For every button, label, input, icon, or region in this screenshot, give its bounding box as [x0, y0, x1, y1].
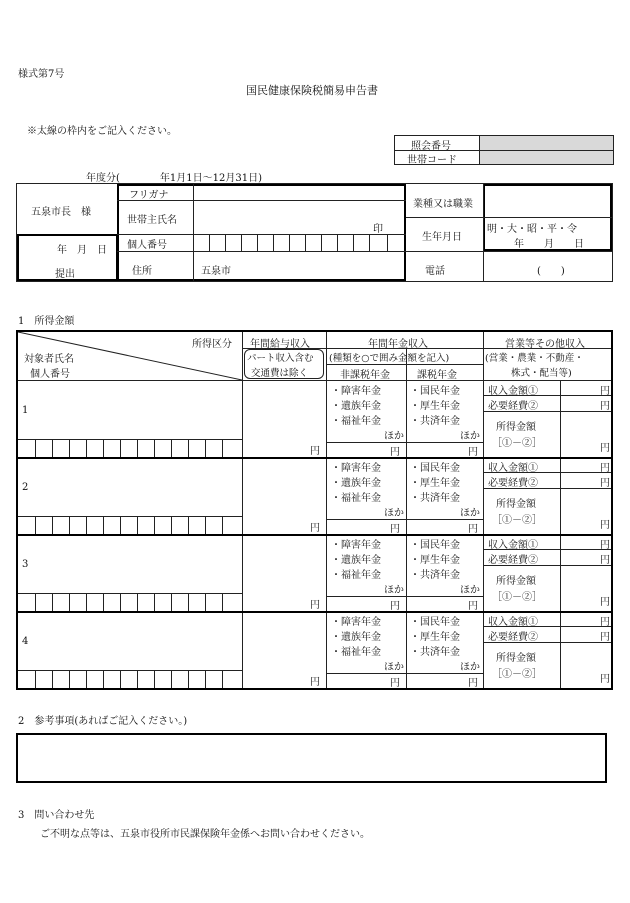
revenue-label: 収入金額①	[488, 386, 538, 397]
yen-unit: 円	[600, 540, 610, 551]
submit-label: 提出	[55, 269, 75, 280]
subject-name-input[interactable]	[32, 612, 240, 669]
yen-unit: 円	[600, 478, 610, 489]
tax-pension-item[interactable]: ・共済年金	[410, 416, 460, 427]
yen-unit: 円	[600, 674, 610, 685]
income-formula: ［①－②］	[492, 438, 542, 449]
other-pension: ほか	[460, 585, 480, 596]
expense-input[interactable]	[562, 627, 598, 641]
yen-unit: 円	[310, 523, 320, 534]
yen-unit: 円	[310, 446, 320, 457]
occupation-input[interactable]	[484, 185, 611, 216]
revenue-input[interactable]	[562, 612, 598, 625]
reference-box	[394, 135, 614, 165]
furigana-input[interactable]	[194, 185, 404, 199]
form-title: 国民健康保険税簡易申告書	[246, 84, 378, 97]
income-amount-label: 所得金額	[496, 422, 536, 433]
yen-unit: 円	[468, 601, 478, 612]
nontax-pension-item[interactable]: ・障害年金	[331, 540, 381, 551]
tax-pension-item[interactable]: ・厚生年金	[410, 401, 460, 412]
address-input[interactable]	[237, 252, 404, 280]
row-number: 1	[22, 404, 29, 416]
other-pension: ほか	[460, 508, 480, 519]
yen-unit: 円	[390, 447, 400, 458]
other-pension: ほか	[384, 508, 404, 519]
salary-input[interactable]	[244, 458, 324, 532]
nontax-pension-item[interactable]: ・遺族年金	[331, 555, 381, 566]
revenue-input[interactable]	[562, 381, 598, 394]
income-category-header: 所得区分	[192, 339, 232, 350]
income-amount-input[interactable]	[562, 643, 598, 686]
other-pension: ほか	[384, 585, 404, 596]
nontax-pension-item[interactable]: ・福祉年金	[331, 416, 381, 427]
other-pension: ほか	[460, 431, 480, 442]
salary-input[interactable]	[244, 612, 324, 686]
income-row	[18, 534, 611, 611]
income-amount-label: 所得金額	[496, 653, 536, 664]
subject-name-header: 対象者氏名	[24, 354, 74, 365]
income-formula: ［①－②］	[492, 515, 542, 526]
nontax-pension-item[interactable]: ・障害年金	[331, 386, 381, 397]
tax-pension-item[interactable]: ・厚生年金	[410, 478, 460, 489]
income-amount-label: 所得金額	[496, 576, 536, 587]
nontax-pension-item[interactable]: ・福祉年金	[331, 493, 381, 504]
salary-header: 年間給与収入	[250, 339, 310, 350]
salary-note-transport: 交通費は除く	[251, 368, 309, 379]
section1-heading: 1 所得金額	[18, 316, 75, 327]
nontax-pension-item[interactable]: ・福祉年金	[331, 570, 381, 581]
inquiry-number-field[interactable]	[480, 136, 613, 150]
pension-note: (種類を○で囲み金額を記入)	[329, 353, 450, 364]
expense-label: 必要経費②	[488, 632, 538, 643]
year-period: 年度分( 年1月1日～12月31日)	[86, 173, 262, 184]
row-number: 4	[22, 635, 29, 647]
yen-unit: 円	[600, 555, 610, 566]
tax-pension-item[interactable]: ・国民年金	[410, 540, 460, 551]
business-note-2: 株式・配当等)	[511, 368, 572, 379]
addressee: 五泉市長 様	[31, 207, 91, 218]
occupation-label: 業種又は職業	[413, 199, 473, 210]
yen-unit: 円	[468, 678, 478, 689]
tax-pension-item[interactable]: ・国民年金	[410, 386, 460, 397]
contact-text: ご不明な点等は、五泉市役所市民課保険年金係へお問い合わせください。	[40, 829, 370, 840]
instruction-text: ※太線の枠内をご記入ください。	[27, 126, 177, 137]
address-label: 住所	[132, 266, 152, 277]
tax-pension-header: 課税年金	[417, 370, 457, 381]
other-pension: ほか	[384, 431, 404, 442]
expense-label: 必要経費②	[488, 478, 538, 489]
birth-ymd: 年 月 日	[514, 239, 584, 250]
remarks-input[interactable]	[16, 733, 607, 783]
nontax-pension-header: 非課税年金	[340, 370, 390, 381]
tax-pension-item[interactable]: ・共済年金	[410, 570, 460, 581]
income-row	[18, 457, 611, 534]
yen-unit: 円	[600, 597, 610, 608]
salary-input[interactable]	[244, 535, 324, 609]
yen-unit: 円	[468, 524, 478, 535]
subject-name-input[interactable]	[32, 381, 240, 438]
era-options: 明・大・昭・平・令	[487, 224, 577, 235]
expense-label: 必要経費②	[488, 555, 538, 566]
address-value: 五泉市	[201, 266, 231, 277]
expense-input[interactable]	[562, 550, 598, 564]
section2-heading: 2 参考事項(あればご記入ください。)	[18, 716, 188, 727]
seal-mark: 印	[373, 224, 383, 235]
row-number: 2	[22, 481, 29, 493]
phone-input[interactable]	[484, 252, 611, 280]
head-name-label: 世帯主氏名	[127, 215, 177, 226]
phone-value: ( )	[537, 266, 565, 277]
tax-pension-item[interactable]: ・共済年金	[410, 493, 460, 504]
yen-unit: 円	[600, 386, 610, 397]
income-formula: ［①－②］	[492, 669, 542, 680]
income-amount-label: 所得金額	[496, 499, 536, 510]
tax-pension-item[interactable]: ・厚生年金	[410, 632, 460, 643]
income-row	[18, 611, 611, 688]
nontax-pension-item[interactable]: ・福祉年金	[331, 647, 381, 658]
yen-unit: 円	[390, 601, 400, 612]
revenue-input[interactable]	[562, 535, 598, 548]
furigana-label: フリガナ	[129, 190, 169, 201]
revenue-label: 収入金額①	[488, 617, 538, 628]
yen-unit: 円	[600, 617, 610, 628]
nontax-pension-item[interactable]: ・障害年金	[331, 463, 381, 474]
tax-pension-item[interactable]: ・共済年金	[410, 647, 460, 658]
form-number: 様式第7号	[18, 69, 65, 80]
business-header: 営業等その他収入	[505, 339, 585, 350]
salary-note-part-time: パート収入含む	[247, 353, 314, 364]
business-note-1: (営業・農業・不動産・	[485, 353, 584, 364]
expense-input[interactable]	[562, 396, 598, 410]
income-row	[18, 380, 611, 457]
section3-heading: 3 問い合わせ先	[18, 810, 95, 821]
income-amount-input[interactable]	[562, 489, 598, 532]
revenue-input[interactable]	[562, 458, 598, 471]
head-name-input[interactable]	[194, 201, 404, 233]
nontax-pension-item[interactable]: ・遺族年金	[331, 401, 381, 412]
nontax-pension-item[interactable]: ・遺族年金	[331, 478, 381, 489]
subject-number-header: 個人番号	[30, 369, 70, 380]
birth-date-label: 生年月日	[422, 232, 462, 243]
submit-date-label: 年 月 日	[57, 245, 107, 256]
income-amount-input[interactable]	[562, 412, 598, 455]
nontax-pension-item[interactable]: ・障害年金	[331, 617, 381, 628]
income-formula: ［①－②］	[492, 592, 542, 603]
yen-unit: 円	[600, 443, 610, 454]
individual-number-label: 個人番号	[127, 240, 167, 251]
income-amount-input[interactable]	[562, 566, 598, 609]
yen-unit: 円	[390, 524, 400, 535]
yen-unit: 円	[600, 463, 610, 474]
other-pension: ほか	[460, 662, 480, 673]
yen-unit: 円	[468, 447, 478, 458]
other-pension: ほか	[384, 662, 404, 673]
tax-pension-item[interactable]: ・厚生年金	[410, 555, 460, 566]
yen-unit: 円	[600, 632, 610, 643]
expense-input[interactable]	[562, 473, 598, 487]
salary-input[interactable]	[244, 381, 324, 455]
tax-pension-item[interactable]: ・国民年金	[410, 617, 460, 628]
yen-unit: 円	[390, 678, 400, 689]
phone-label: 電話	[425, 266, 445, 277]
expense-label: 必要経費②	[488, 401, 538, 412]
yen-unit: 円	[310, 677, 320, 688]
inquiry-number-label: 照会番号	[411, 141, 451, 152]
revenue-label: 収入金額①	[488, 463, 538, 474]
yen-unit: 円	[600, 401, 610, 412]
income-table	[16, 330, 613, 690]
pension-header: 年間年金収入	[368, 339, 428, 350]
household-code-label: 世帯コード	[407, 155, 457, 166]
yen-unit: 円	[310, 600, 320, 611]
revenue-label: 収入金額①	[488, 540, 538, 551]
yen-unit: 円	[600, 520, 610, 531]
nontax-pension-item[interactable]: ・遺族年金	[331, 632, 381, 643]
household-code-field[interactable]	[480, 151, 613, 164]
row-number: 3	[22, 558, 29, 570]
tax-pension-item[interactable]: ・国民年金	[410, 463, 460, 474]
subject-name-input[interactable]	[32, 535, 240, 592]
subject-name-input[interactable]	[32, 458, 240, 515]
applicant-table	[16, 183, 613, 282]
